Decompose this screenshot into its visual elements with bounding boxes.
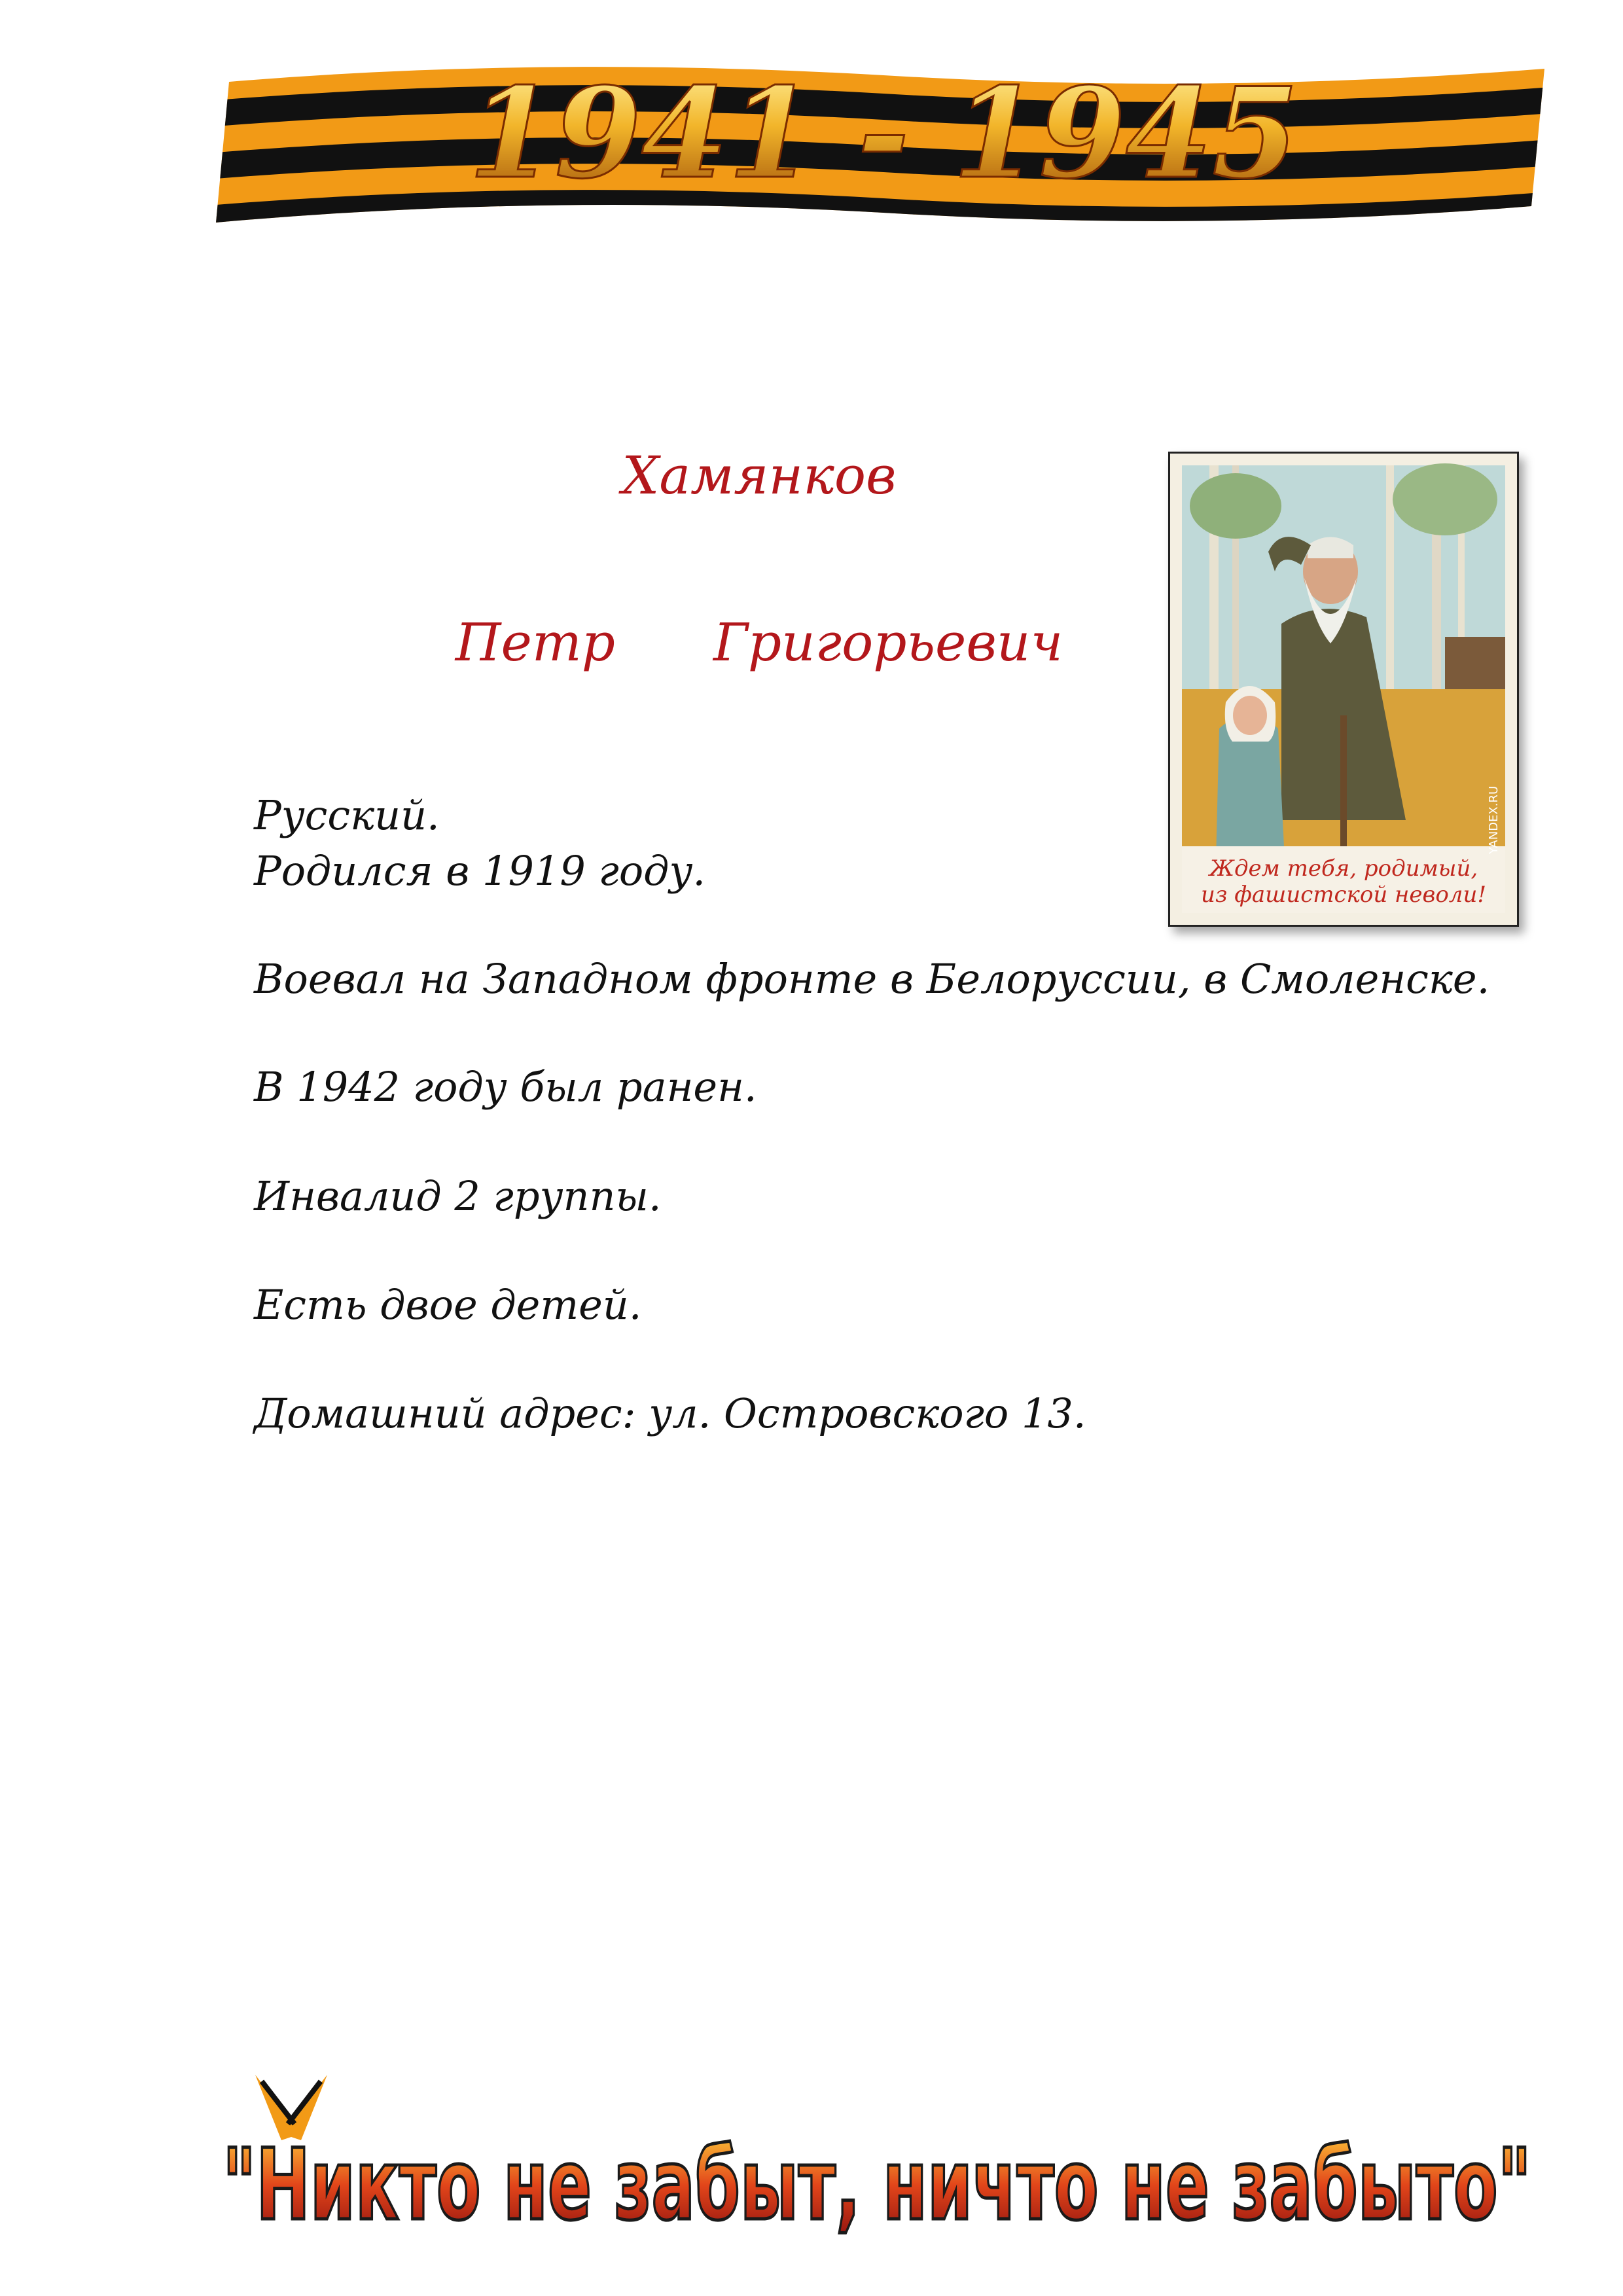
bio-children: Есть двое детей.: [254, 1281, 642, 1329]
girl-figure: [1216, 686, 1285, 859]
poster-watermark: YANDEX.RU: [1487, 785, 1501, 855]
bio-birth: Родился в 1919 году.: [254, 847, 706, 895]
bio-wound: В 1942 году был ранен.: [254, 1063, 757, 1111]
bio-service: Воевал на Западном фронте в Белоруссии, в Смоленске.: [254, 955, 1490, 1003]
header-ribbon-banner: [216, 56, 1551, 232]
bio-disability: Инвалид 2 группы.: [254, 1172, 662, 1220]
header-banner-text: 1941 - 1945: [468, 60, 1299, 206]
patronymic: Григорьевич: [713, 612, 1063, 673]
bio-address: Домашний адрес: ул. Островского 13.: [254, 1390, 1086, 1437]
first-name: Петр: [455, 612, 615, 673]
footer-slogan-text: "Никто не забыт, ничто не забыто": [223, 2128, 1531, 2242]
wartime-poster-image: [1168, 452, 1519, 927]
poster-caption-line2: из фашистской неволи!: [1200, 882, 1487, 908]
surname-heading: Хамянков: [622, 445, 897, 506]
poster-caption-line1: Ждем тебя, родимый,: [1209, 855, 1478, 882]
bio-nationality: Русский.: [254, 791, 440, 839]
footer-slogan-banner: [196, 2062, 1558, 2278]
